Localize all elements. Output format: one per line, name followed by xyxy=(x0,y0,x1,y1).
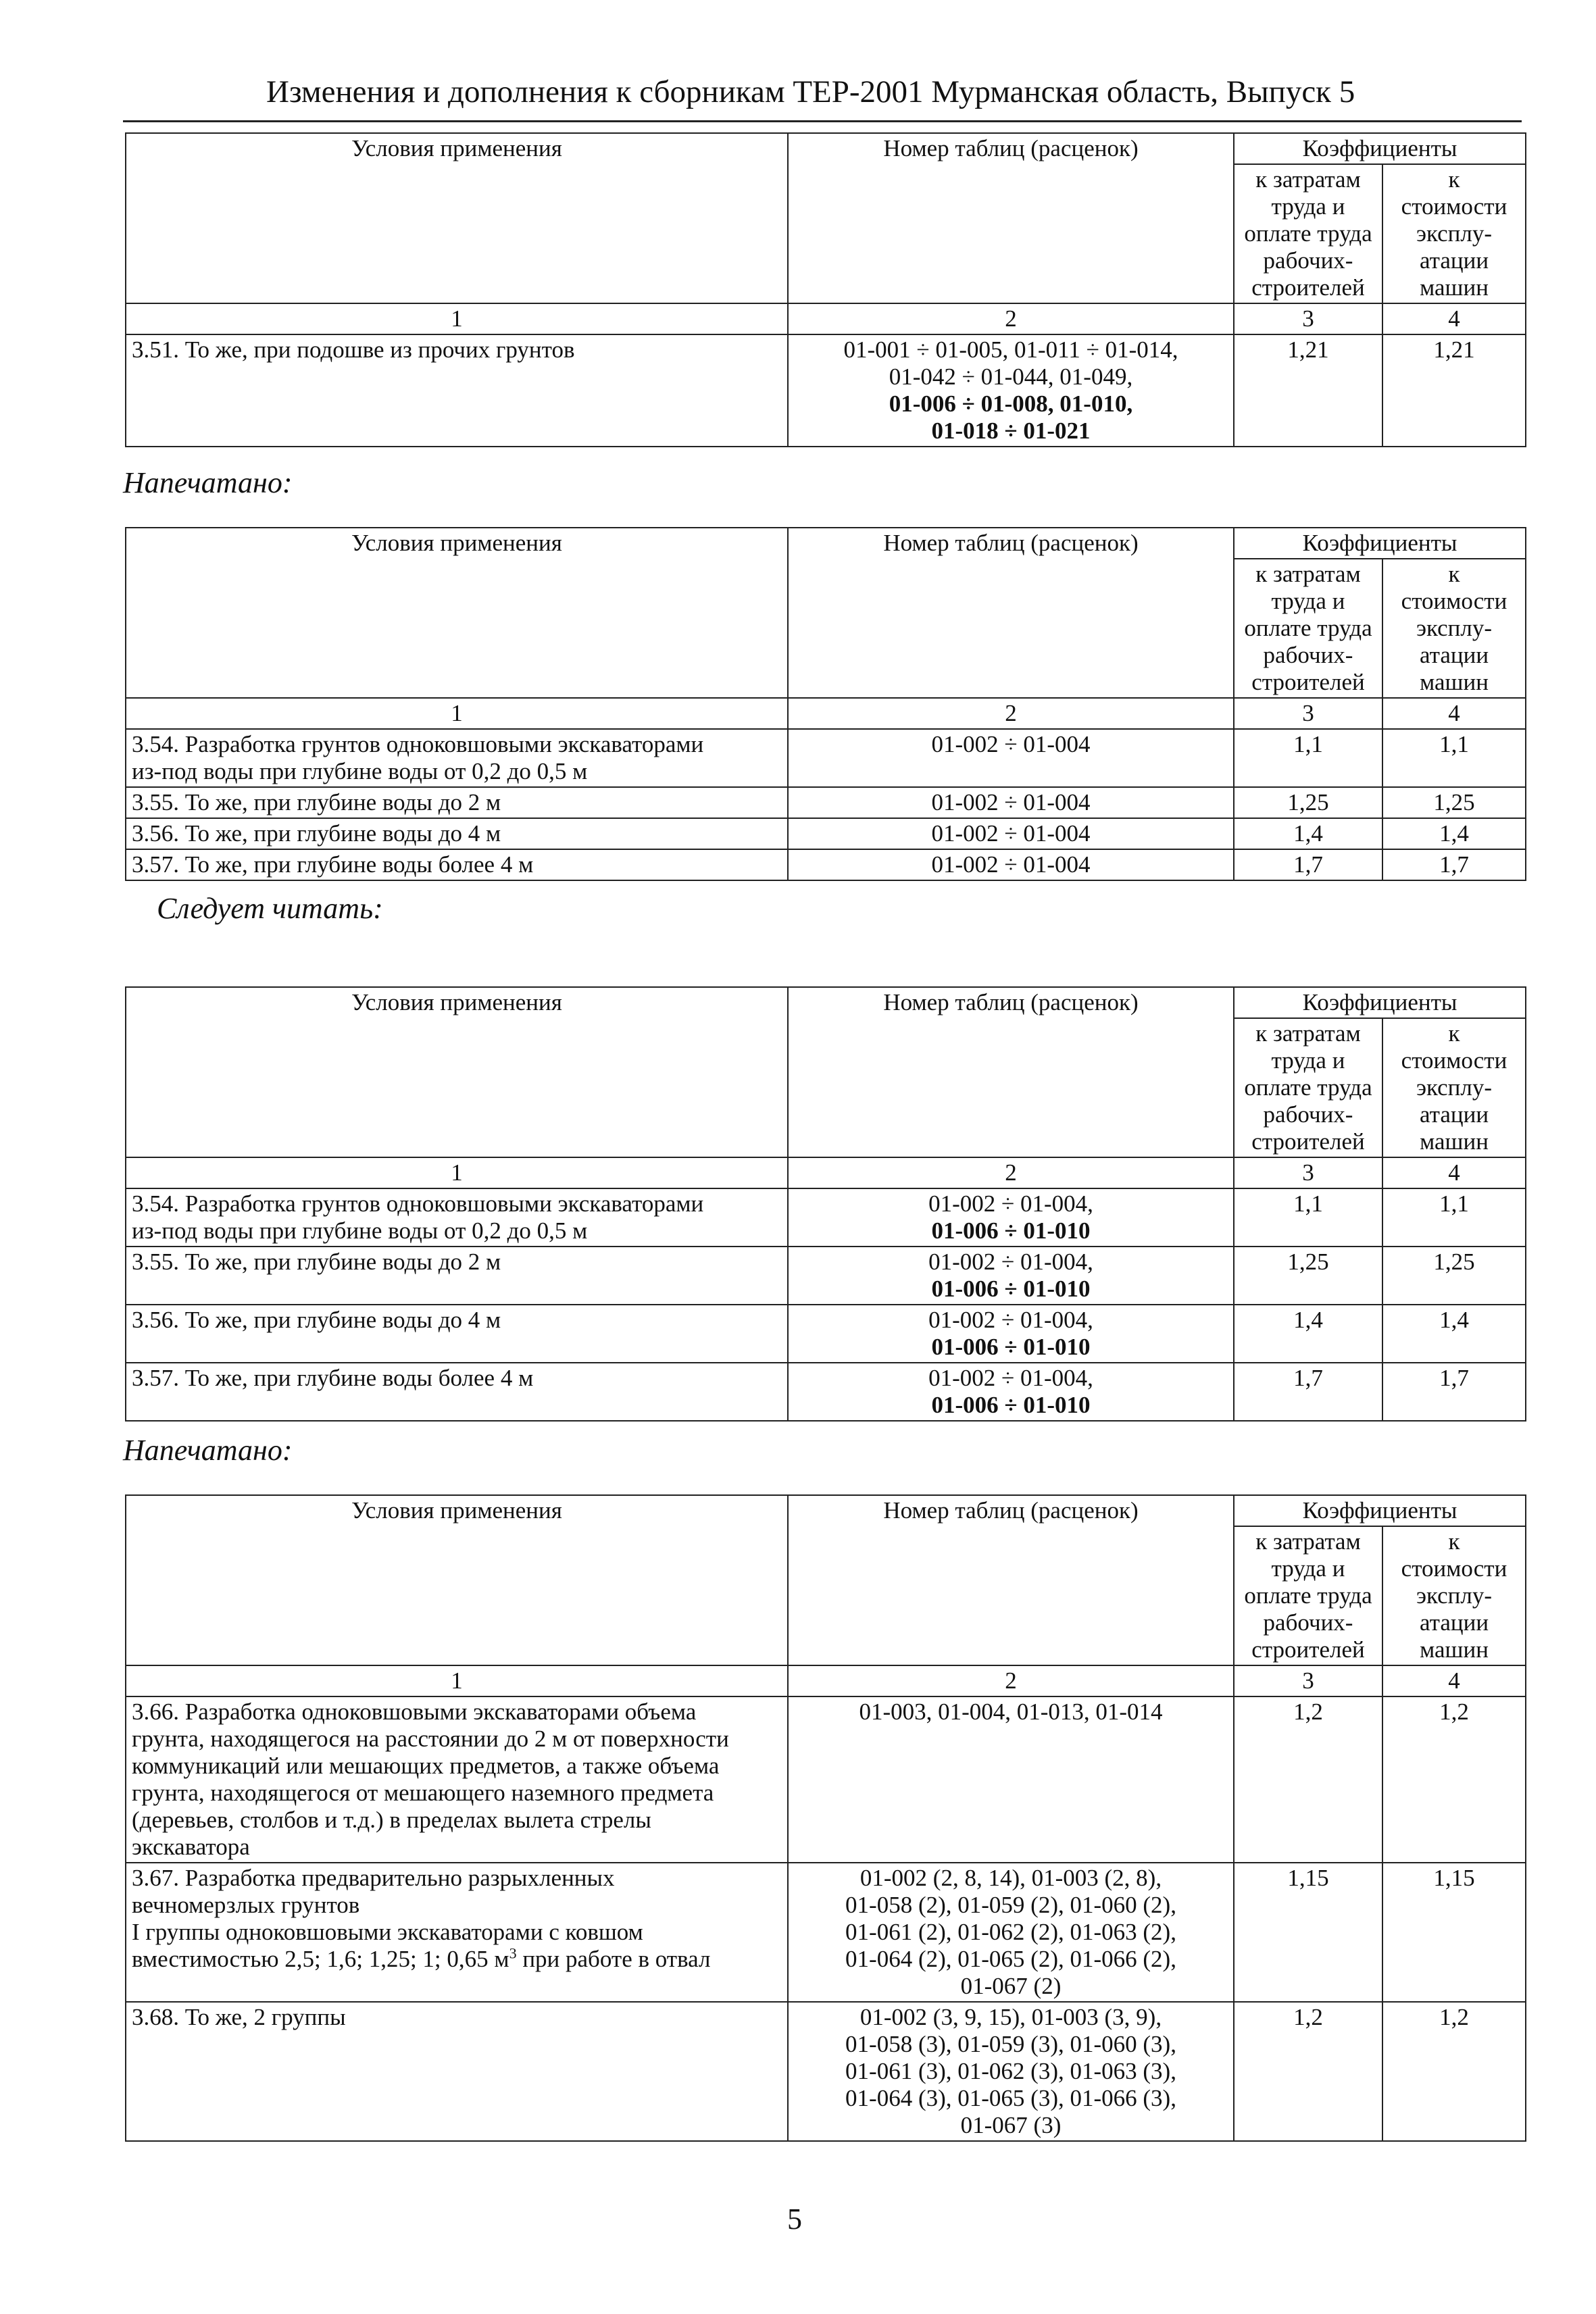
col-header-coefficients: Коэффициенты xyxy=(1234,528,1526,559)
codes-cell: 01-002 (2, 8, 14), 01-003 (2, 8), 01-058 (2), 01-059 (2), 01-060 (2), 01-061 (2), 01-062 (2), 01-063 (2), 01-064 (2), 01-065 (2), 01-066 (2), 01-067 (2) xyxy=(788,1863,1234,2002)
table-header-row xyxy=(126,987,1526,1018)
codes-cell: 01-002 ÷ 01-004, 01-006 ÷ 01-010 xyxy=(788,1363,1234,1421)
condition-cell: 3.54. Разработка грунтов одноковшовыми экскаваторами из-под воды при глубине воды от 0,2 до 0,5 м xyxy=(126,729,788,787)
document-title: Изменения и дополнения к сборникам ТЕР-2001 Мурманская область, Выпуск 5 xyxy=(266,74,1355,109)
codes-cell: 01-003, 01-004, 01-013, 01-014 xyxy=(788,1696,1234,1863)
table-row xyxy=(126,818,1526,849)
col-header-labor: к затратам труда и оплате труда рабочих- строителей xyxy=(1234,1018,1382,1157)
coef-machines-cell: 1,21 xyxy=(1382,334,1526,447)
col-header-coefficients: Коэффициенты xyxy=(1234,1495,1526,1526)
col-header-tables: Номер таблиц (расценок) xyxy=(788,987,1234,1157)
coef-labor-cell: 1,1 xyxy=(1234,729,1382,787)
label-printed: Напечатано: xyxy=(123,466,293,499)
table-header-row xyxy=(126,528,1526,559)
condition-cell: 3.56. То же, при глубине воды до 4 м xyxy=(126,1305,788,1363)
codes-cell: 01-002 ÷ 01-004, 01-006 ÷ 01-010 xyxy=(788,1188,1234,1247)
label-printed: Напечатано: xyxy=(123,1434,293,1467)
codes-cell: 01-002 (3, 9, 15), 01-003 (3, 9), 01-058 (3), 01-059 (3), 01-060 (3), 01-061 (3), 01-062 (3), 01-063 (3), 01-064 (3), 01-065 (3), 01-066 (3), 01-067 (3) xyxy=(788,2002,1234,2141)
coef-labor-cell: 1,4 xyxy=(1234,818,1382,849)
col-header-labor: к затратам труда и оплате труда рабочих- строителей xyxy=(1234,559,1382,698)
table-row xyxy=(126,1363,1526,1421)
label-should-read: Следует читать: xyxy=(157,892,383,925)
table-row xyxy=(126,2002,1526,2141)
page-header xyxy=(123,72,1522,122)
condition-cell: 3.51. То же, при подошве из прочих грунтов xyxy=(126,334,788,447)
coef-labor-cell: 1,25 xyxy=(1234,787,1382,818)
col-header-labor: к затратам труда и оплате труда рабочих- строителей xyxy=(1234,164,1382,303)
col-header-conditions: Условия применения xyxy=(126,133,788,303)
condition-cell: 3.68. То же, 2 группы xyxy=(126,2002,788,2141)
column-number-row: 1 2 3 4 xyxy=(126,698,1526,729)
column-number-row: 1 2 3 4 xyxy=(126,1157,1526,1188)
codes-cell: 01-001 ÷ 01-005, 01-011 ÷ 01-014, 01-042 ÷ 01-044, 01-049, 01-006 ÷ 01-008, 01-010, 01-018 ÷ 01-021 xyxy=(788,334,1234,447)
coef-machines-cell: 1,1 xyxy=(1382,1188,1526,1247)
col-header-machines: к стоимости эксплу- атации машин xyxy=(1382,1018,1526,1157)
column-number-row: 1 2 3 4 xyxy=(126,303,1526,334)
table-row xyxy=(126,787,1526,818)
coef-labor-cell: 1,2 xyxy=(1234,1696,1382,1863)
col-header-coefficients: Коэффициенты xyxy=(1234,133,1526,164)
col-header-machines: к стоимости эксплу- атации машин xyxy=(1382,559,1526,698)
table-row xyxy=(126,849,1526,880)
page-number: 5 xyxy=(787,2203,802,2236)
coef-machines-cell: 1,2 xyxy=(1382,1696,1526,1863)
coef-machines-cell: 1,7 xyxy=(1382,1363,1526,1421)
coef-machines-cell: 1,2 xyxy=(1382,2002,1526,2141)
coef-machines-cell: 1,1 xyxy=(1382,729,1526,787)
col-header-coefficients: Коэффициенты xyxy=(1234,987,1526,1018)
table-printed-3-66-3-68 xyxy=(125,1494,1526,2142)
col-header-conditions: Условия применения xyxy=(126,1495,788,1665)
codes-cell: 01-002 ÷ 01-004, 01-006 ÷ 01-010 xyxy=(788,1305,1234,1363)
coef-labor-cell: 1,1 xyxy=(1234,1188,1382,1247)
coef-labor-cell: 1,7 xyxy=(1234,849,1382,880)
col-header-labor: к затратам труда и оплате труда рабочих- строителей xyxy=(1234,1526,1382,1665)
table-row xyxy=(126,1305,1526,1363)
coef-labor-cell: 1,2 xyxy=(1234,2002,1382,2141)
coef-machines-cell: 1,7 xyxy=(1382,849,1526,880)
coef-labor-cell: 1,15 xyxy=(1234,1863,1382,2002)
coef-machines-cell: 1,4 xyxy=(1382,818,1526,849)
codes-cell: 01-002 ÷ 01-004 xyxy=(788,849,1234,880)
condition-cell: 3.66. Разработка одноковшовыми экскаваторами объема грунта, находящегося на расстоянии до 2 м от поверхности коммуникаций или мешающих предметов, а также объема грунта, находящегося от мешающего наземного предмета (деревьев, столбов и т.д.) в пределах вылета стрелы экскаватора xyxy=(126,1696,788,1863)
condition-cell: 3.67. Разработка предварительно разрыхленных вечномерзлых грунтов I группы одноковшовыми экскаваторами с ковшом вместимостью 2,5; 1,6; 1,25; 1; 0,65 $м^3$ при работе в отвал xyxy=(126,1863,788,2002)
col-header-machines: к стоимости эксплу- атации машин xyxy=(1382,1526,1526,1665)
condition-cell: 3.54. Разработка грунтов одноковшовыми экскаваторами из-под воды при глубине воды от 0,2 до 0,5 м xyxy=(126,1188,788,1247)
codes-cell: 01-002 ÷ 01-004, 01-006 ÷ 01-010 xyxy=(788,1247,1234,1305)
codes-cell: 01-002 ÷ 01-004 xyxy=(788,787,1234,818)
col-header-conditions: Условия применения xyxy=(126,987,788,1157)
coef-machines-cell: 1,15 xyxy=(1382,1863,1526,2002)
table-header-row xyxy=(126,1495,1526,1526)
table-row xyxy=(126,1863,1526,2002)
coef-labor-cell: 1,4 xyxy=(1234,1305,1382,1363)
condition-cell: 3.57. То же, при глубине воды более 4 м xyxy=(126,1363,788,1421)
coef-labor-cell: 1,25 xyxy=(1234,1247,1382,1305)
col-header-conditions: Условия применения xyxy=(126,528,788,698)
coef-machines-cell: 1,25 xyxy=(1382,1247,1526,1305)
coef-machines-cell: 1,25 xyxy=(1382,787,1526,818)
column-number-row: 1 2 3 4 xyxy=(126,1665,1526,1696)
col-header-tables: Номер таблиц (расценок) xyxy=(788,1495,1234,1665)
condition-cell: 3.57. То же, при глубине воды более 4 м xyxy=(126,849,788,880)
condition-cell: 3.56. То же, при глубине воды до 4 м xyxy=(126,818,788,849)
condition-cell: 3.55. То же, при глубине воды до 2 м xyxy=(126,1247,788,1305)
table-row xyxy=(126,1696,1526,1863)
table-corrected-3-54-3-57 xyxy=(125,986,1526,1422)
col-header-tables: Номер таблиц (расценок) xyxy=(788,133,1234,303)
coef-labor-cell: 1,21 xyxy=(1234,334,1382,447)
table-amendment-3-51 xyxy=(125,132,1526,447)
table-row xyxy=(126,334,1526,447)
codes-cell: 01-002 ÷ 01-004 xyxy=(788,729,1234,787)
coef-labor-cell: 1,7 xyxy=(1234,1363,1382,1421)
col-header-tables: Номер таблиц (расценок) xyxy=(788,528,1234,698)
coef-machines-cell: 1,4 xyxy=(1382,1305,1526,1363)
codes-cell: 01-002 ÷ 01-004 xyxy=(788,818,1234,849)
col-header-machines: к стоимости эксплу- атации машин xyxy=(1382,164,1526,303)
table-row xyxy=(126,729,1526,787)
table-row xyxy=(126,1188,1526,1247)
condition-cell: 3.55. То же, при глубине воды до 2 м xyxy=(126,787,788,818)
table-header-row xyxy=(126,133,1526,164)
table-row xyxy=(126,1247,1526,1305)
table-printed-3-54-3-57 xyxy=(125,527,1526,881)
